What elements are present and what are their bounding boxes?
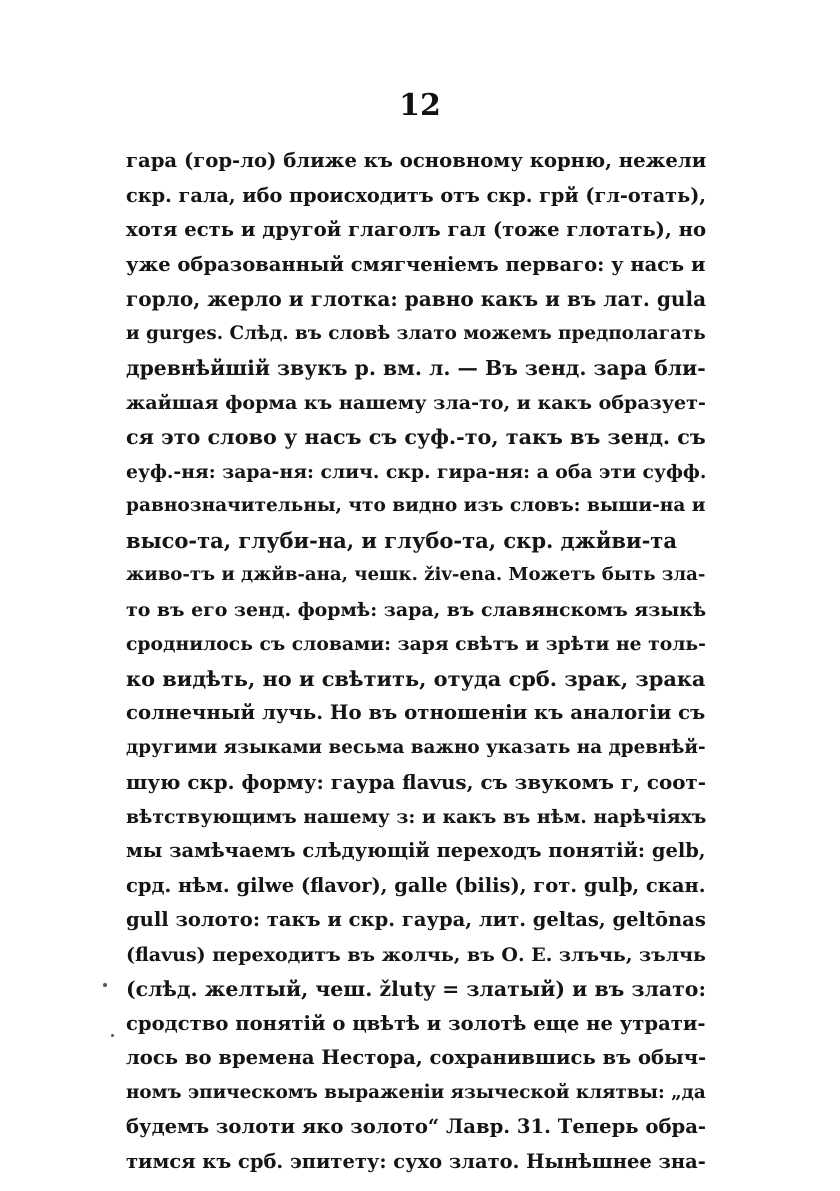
text-line: уже образованный смягченіемъ перваго: у насъ и bbox=[126, 252, 706, 276]
margin-speck bbox=[111, 1034, 114, 1037]
text-line: сродство понятій о цвѣтѣ и золотѣ еще не утрати- bbox=[126, 1011, 706, 1035]
text-line: жайшая форма къ нашему зла-то, и какъ образует- bbox=[126, 391, 706, 414]
text-line: (flavus) переходитъ въ жолчь, въ О. Е. злъчь, зълчь bbox=[126, 943, 706, 966]
text-line: горло, жерло и глотка: равно какъ и въ лат. gula bbox=[126, 287, 707, 311]
text-line: ко видѣть, но и свѣтить, отуда срб. зрак, зрака bbox=[126, 665, 706, 691]
text-line: сроднилось съ словами: заря свѣтъ и зрѣти не толь- bbox=[126, 633, 706, 655]
body-text bbox=[126, 144, 706, 1179]
text-line: скр. гала, ибо происходитъ отъ скр. грй (гл-отать), bbox=[126, 183, 707, 207]
text-line: гара (гор-ло) ближе къ основному корню, нежели bbox=[126, 149, 707, 172]
text-line: другими языками весьма важно указать на древнѣй- bbox=[126, 736, 706, 758]
text-line: шую скр. форму: гаура flavus, съ звукомъ г, соот- bbox=[126, 770, 706, 794]
text-line: мы замѣчаемъ слѣдующій переходъ понятій: gelb, bbox=[126, 839, 706, 862]
text-line: тимся къ срб. эпитету: сухо злато. Нынѣшнее зна- bbox=[126, 1149, 706, 1173]
text-line: ся это слово у насъ съ суф.-то, такъ въ зенд. съ bbox=[126, 425, 706, 449]
text-line: солнечный лучь. Но въ отношеніи къ аналогіи съ bbox=[126, 701, 706, 724]
page-number: 12 bbox=[399, 88, 441, 123]
text-line: хотя есть и другой глаголъ гал (тоже глотать), но bbox=[126, 218, 707, 241]
text-line: gull золото: такъ и скр. гаура, лит. geltas, geltōnas bbox=[126, 908, 706, 931]
margin-speck bbox=[103, 983, 107, 987]
text-line: то въ его зенд. формѣ: зара, въ славянскомъ языкѣ bbox=[126, 598, 707, 621]
text-line: лось во времена Нестора, сохранившись въ обыч- bbox=[126, 1046, 707, 1069]
text-line: (слѣд. желтый, чеш. žluty = златый) и въ злато: bbox=[126, 977, 706, 1001]
text-line: еуф.-ня: зара-ня: слич. скр. гира-ня: а оба эти суфф. bbox=[126, 460, 707, 483]
text-line: и gurges. Слѣд. въ словѣ злато можемъ предполагать bbox=[126, 322, 706, 344]
text-line: живо-тъ и джйв-ана, чешк. živ-ena. Можетъ быть зла- bbox=[126, 564, 706, 585]
text-line: срд. нѣм. gilwe (flavor), galle (bilis), гот. gulþ, скан. bbox=[126, 873, 706, 897]
text-line: высо-та, глуби-на, и глубо-та, скр. джйви-та bbox=[126, 527, 677, 553]
text-line: будемъ золоти яко золото“ Лавр. 31. Теперь обра- bbox=[126, 1115, 707, 1138]
text-line: номъ эпическомъ выраженіи языческой клятвы: „да bbox=[126, 1081, 706, 1103]
text-line: вѣтствующимъ нашему з: и какъ въ нѣм. нарѣчіяхъ bbox=[126, 805, 707, 828]
text-line: равнозначительны, что видно изъ словъ: выши-на и bbox=[126, 495, 706, 516]
text-line: древнѣйшій звукъ р. вм. л. — Въ зенд. зара бли- bbox=[126, 356, 706, 380]
